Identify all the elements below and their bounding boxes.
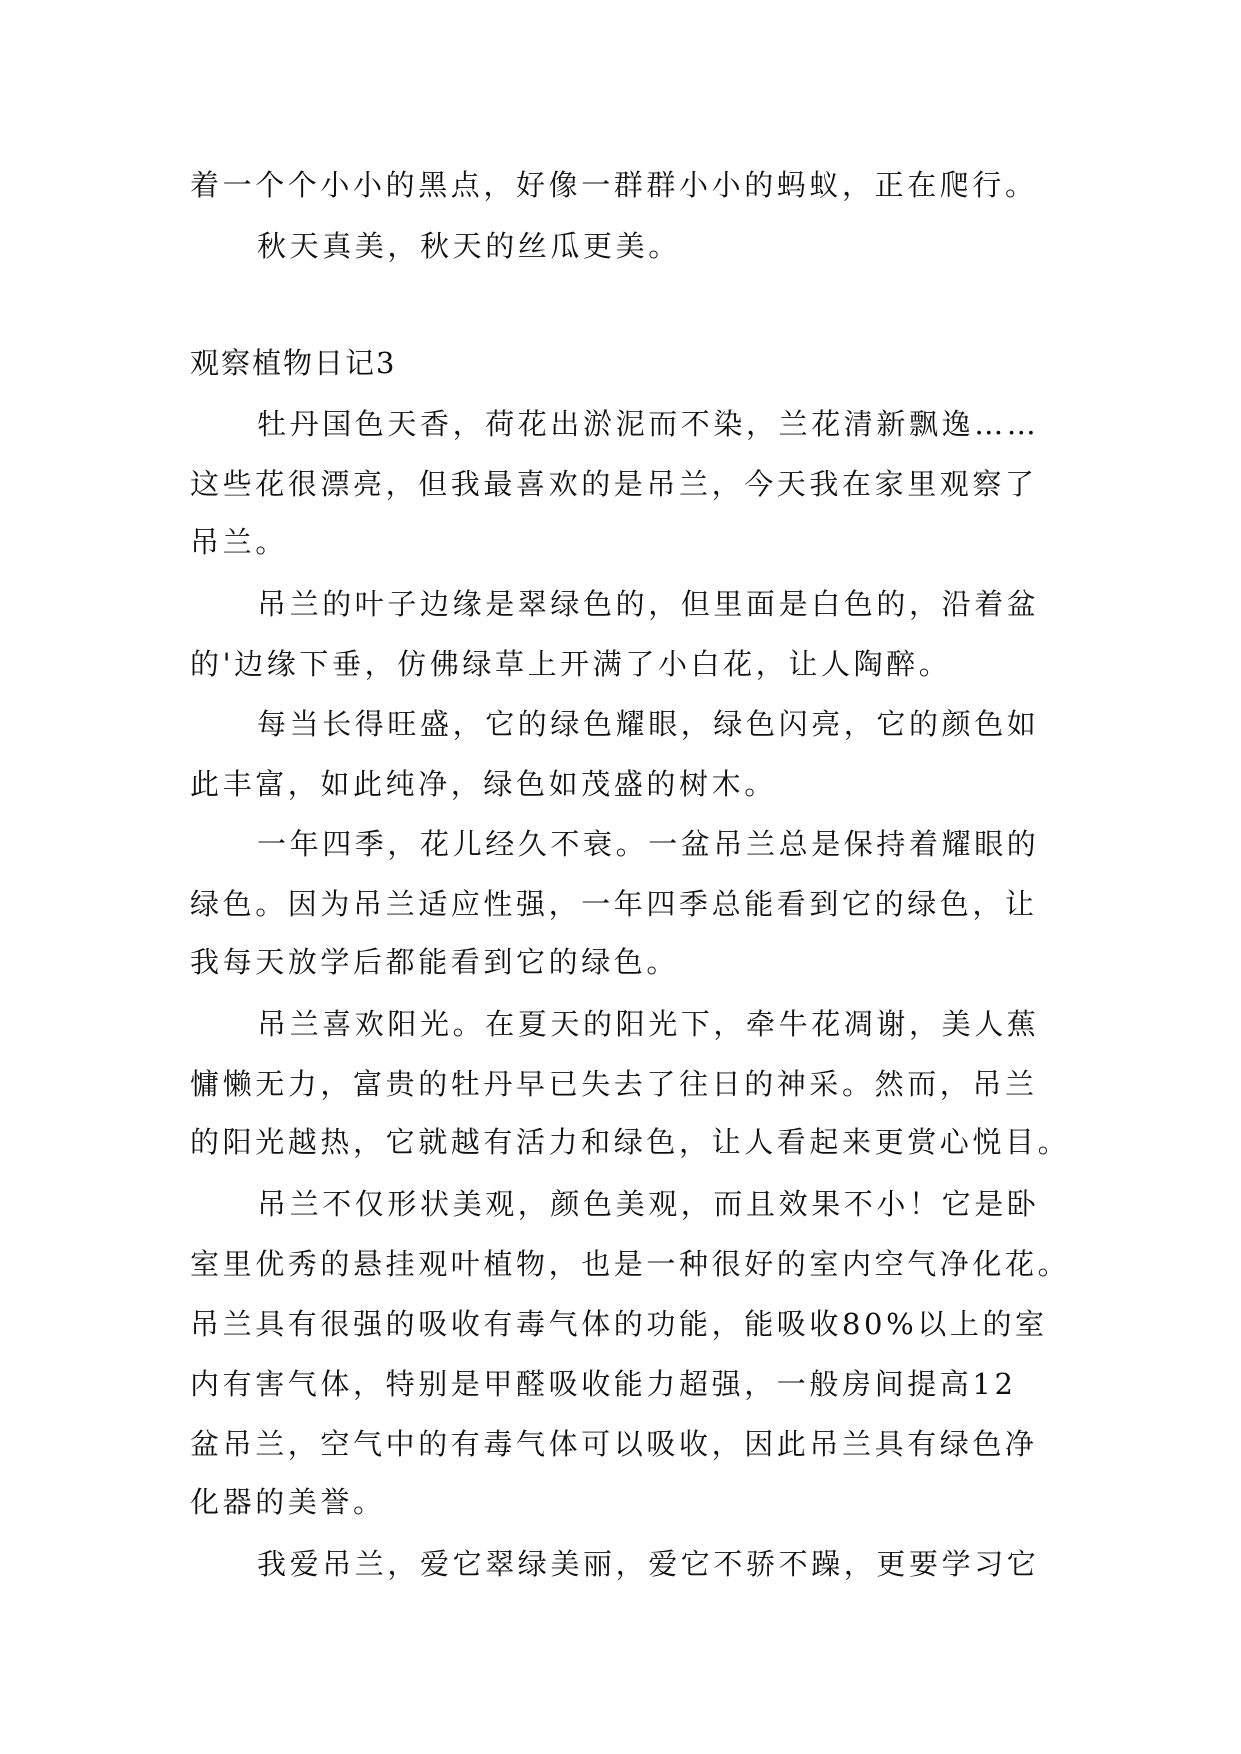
- paragraph-line: 慵懒无力，富贵的牡丹早已失去了往日的神采。然而，吊兰: [190, 1067, 1038, 1101]
- paragraph-line: 牡丹国色天香，荷花出淤泥而不染，兰花清新飘逸……: [257, 407, 1040, 441]
- paragraph-line: 秋天真美，秋天的丝瓜更美。: [257, 229, 681, 263]
- paragraph-line: 吊兰不仅形状美观，颜色美观，而且效果不小！它是卧: [257, 1187, 1040, 1221]
- paragraph-line: 我每天放学后都能看到它的绿色。: [190, 945, 680, 979]
- paragraph-line: 吊兰的叶子边缘是翠绿色的，但里面是白色的，沿着盆: [257, 587, 1040, 621]
- paragraph-line: 吊兰喜欢阳光。在夏天的阳光下，牵牛花凋谢，美人蕉: [257, 1007, 1040, 1041]
- paragraph-line: 此丰富，如此纯净，绿色如茂盛的树木。: [190, 767, 777, 801]
- paragraph-line: 室里优秀的悬挂观叶植物，也是一种很好的室内空气净化花。: [190, 1247, 1071, 1281]
- paragraph-line: 的阳光越热，它就越有活力和绿色，让人看起来更赏心悦目。: [190, 1125, 1071, 1159]
- paragraph-line: 这些花很漂亮，但我最喜欢的是吊兰，今天我在家里观察了: [190, 467, 1038, 501]
- paragraph-line: 我爱吊兰，爱它翠绿美丽，爱它不骄不躁，更要学习它: [257, 1547, 1040, 1581]
- paragraph-line: 的'边缘下垂，仿佛绿草上开满了小白花，让人陶醉。: [190, 647, 952, 681]
- section-heading: 观察植物日记3: [190, 346, 397, 380]
- paragraph-line: 着一个个小小的黑点，好像一群群小小的蚂蚁，正在爬行。: [190, 168, 1038, 202]
- paragraph-line: 每当长得旺盛，它的绿色耀眼，绿色闪亮，它的颜色如: [257, 707, 1040, 741]
- paragraph-line: 绿色。因为吊兰适应性强，一年四季总能看到它的绿色，让: [190, 887, 1038, 921]
- paragraph-line: 内有害气体，特别是甲醛吸收能力超强，一般房间提高12: [190, 1367, 1017, 1401]
- paragraph-line: 吊兰。: [190, 525, 288, 559]
- paragraph-line: 化器的美誉。: [190, 1485, 386, 1519]
- paragraph-line: 盆吊兰，空气中的有毒气体可以吸收，因此吊兰具有绿色净: [190, 1427, 1038, 1461]
- paragraph-line: 吊兰具有很强的吸收有毒气体的功能，能吸收80%以上的室: [190, 1307, 1048, 1341]
- paragraph-line: 一年四季，花儿经久不衰。一盆吊兰总是保持着耀眼的: [257, 827, 1040, 861]
